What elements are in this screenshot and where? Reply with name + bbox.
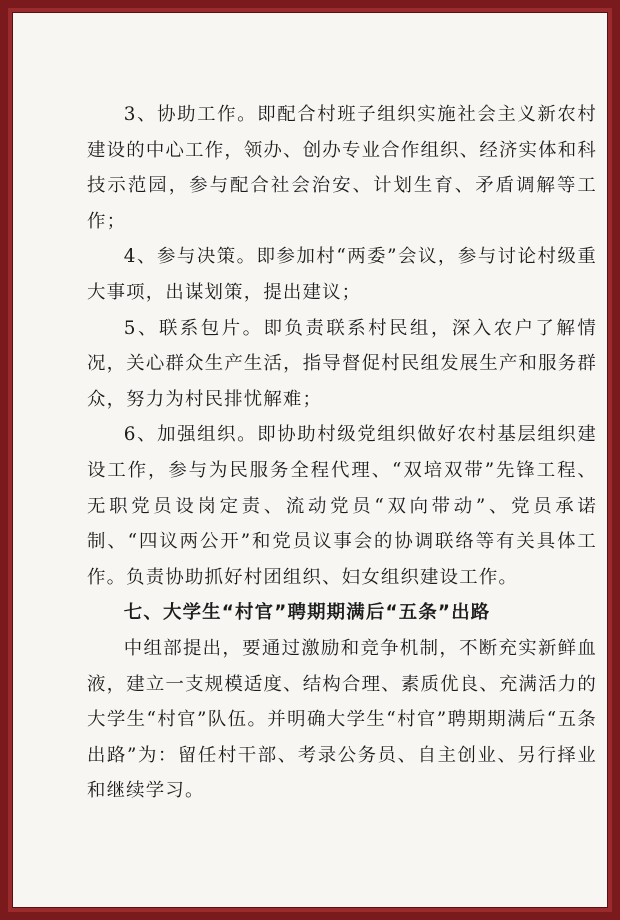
page-frame xyxy=(8,8,612,912)
paragraph-five-paths: 中组部提出，要通过激励和竞争机制，不断充实新鲜血液，建立一支规模适度、结构合理、素质优良、充满活力的大学生“村官”队伍。并明确大学生“村官”聘期期满后“五条出路”为：留任村干部、考录公务员、自主创业、另行择业和继续学习。 xyxy=(87,637,597,802)
section-heading: 七、大学生“村官”聘期期满后“五条”出路 xyxy=(123,602,491,624)
paragraph-liaison: 5、联系包片。即负责联系村民组，深入农户了解情况，关心群众生产生活，指导督促村民组发展生产和服务群众，努力为村民排忧解难； xyxy=(87,317,597,410)
paragraph-assist-work: 3、协助工作。即配合村班子组织实施社会主义新农村建设的中心工作，领办、创办专业合作组织、经济实体和科技示范园，参与配合社会治安、计划生育、矛盾调解等工作； xyxy=(87,104,597,232)
document-page xyxy=(12,12,608,908)
paragraph-strengthen-organization: 6、加强组织。即协助村级党组织做好农村基层组织建设工作，参与为民服务全程代理、“双培双带”先锋工程、无职党员设岗定责、流动党员“双向带动”、党员承诺制、“四议两公开”和党员议事会的协调联络等有关具体工作。负责协助抓好村团组织、妇女组织建设工作。 xyxy=(87,424,597,588)
document-body xyxy=(87,97,597,809)
paragraph-decision-making: 4、参与决策。即参加村“两委”会议，参与讨论村级重大事项，出谋划策，提出建议； xyxy=(87,246,597,303)
